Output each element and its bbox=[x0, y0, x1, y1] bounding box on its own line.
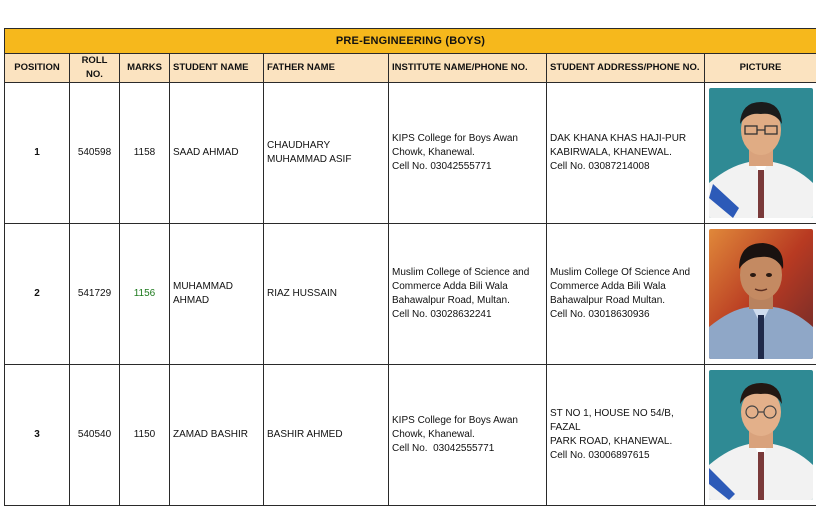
address-line: Bahawalpur Road Multan. bbox=[550, 295, 666, 306]
address-line: KABIRWALA, KHANEWAL. bbox=[550, 147, 672, 158]
table-row bbox=[5, 365, 816, 506]
father-name-cell: RIAZ HUSSAIN bbox=[264, 224, 389, 365]
address-line: Muslim College Of Science And bbox=[550, 267, 691, 278]
address-line: DAK KHANA KHAS HAJI-PUR bbox=[550, 133, 687, 144]
header-address: STUDENT ADDRESS/PHONE NO. bbox=[547, 54, 705, 83]
institute-phone: Cell No. 03028632241 bbox=[392, 309, 492, 320]
position-cell: 2 bbox=[5, 224, 70, 365]
position-cell: 3 bbox=[5, 365, 70, 506]
header-student-name: STUDENT NAME bbox=[170, 54, 264, 83]
results-table bbox=[4, 28, 816, 506]
header-marks: MARKS bbox=[120, 54, 170, 83]
address-cell bbox=[547, 83, 705, 224]
student-name-cell: MUHAMMAD AHMAD bbox=[170, 224, 264, 365]
header-picture: PICTURE bbox=[705, 54, 816, 83]
header-institute: INSTITUTE NAME/PHONE NO. bbox=[389, 54, 547, 83]
institute-cell bbox=[389, 365, 547, 506]
institute-line: Bahawalpur Road, Multan. bbox=[392, 295, 510, 306]
marks-cell: 1156 bbox=[120, 224, 170, 365]
student-name-cell: ZAMAD BASHIR bbox=[170, 365, 264, 506]
institute-cell bbox=[389, 224, 547, 365]
header-row bbox=[5, 54, 816, 83]
address-line: Commerce Adda Bili Wala bbox=[550, 281, 666, 292]
institute-line: Chowk, Khanewal. bbox=[392, 429, 475, 440]
student-photo bbox=[709, 370, 813, 500]
father-name-cell: BASHIR AHMED bbox=[264, 365, 389, 506]
header-position: POSITION bbox=[5, 54, 70, 83]
marks-cell: 1150 bbox=[120, 365, 170, 506]
institute-phone: Cell No. 03042555771 bbox=[392, 443, 495, 454]
institute-line: Chowk, Khanewal. bbox=[392, 147, 475, 158]
address-line: ST NO 1, HOUSE NO 54/B, FAZAL bbox=[550, 408, 674, 433]
header-father-name: FATHER NAME bbox=[264, 54, 389, 83]
address-line: PARK ROAD, KHANEWAL. bbox=[550, 436, 673, 447]
picture-cell bbox=[705, 83, 816, 224]
address-phone: Cell No. 03087214008 bbox=[550, 161, 650, 172]
picture-cell bbox=[705, 365, 816, 506]
roll-no-cell: 541729 bbox=[70, 224, 120, 365]
roll-no-cell: 540540 bbox=[70, 365, 120, 506]
address-cell bbox=[547, 224, 705, 365]
student-name-cell: SAAD AHMAD bbox=[170, 83, 264, 224]
institute-line: Muslim College of Science and bbox=[392, 267, 530, 278]
table-row bbox=[5, 224, 816, 365]
picture-cell bbox=[705, 224, 816, 365]
address-cell bbox=[547, 365, 705, 506]
position-cell: 1 bbox=[5, 83, 70, 224]
student-photo bbox=[709, 229, 813, 359]
institute-line: KIPS College for Boys Awan bbox=[392, 133, 518, 144]
table-title: PRE-ENGINEERING (BOYS) bbox=[5, 29, 816, 54]
address-phone: Cell No. 03018630936 bbox=[550, 309, 650, 320]
table-row bbox=[5, 83, 816, 224]
roll-no-cell: 540598 bbox=[70, 83, 120, 224]
results-sheet bbox=[4, 28, 816, 506]
institute-phone: Cell No. 03042555771 bbox=[392, 161, 492, 172]
institute-cell bbox=[389, 83, 547, 224]
institute-line: KIPS College for Boys Awan bbox=[392, 415, 518, 426]
header-roll-no: ROLL NO. bbox=[70, 54, 120, 83]
father-name-cell: CHAUDHARY MUHAMMAD ASIF bbox=[264, 83, 389, 224]
address-phone: Cell No. 03006897615 bbox=[550, 450, 650, 461]
student-photo bbox=[709, 88, 813, 218]
title-row bbox=[5, 29, 816, 54]
marks-cell: 1158 bbox=[120, 83, 170, 224]
institute-line: Commerce Adda Bili Wala bbox=[392, 281, 508, 292]
